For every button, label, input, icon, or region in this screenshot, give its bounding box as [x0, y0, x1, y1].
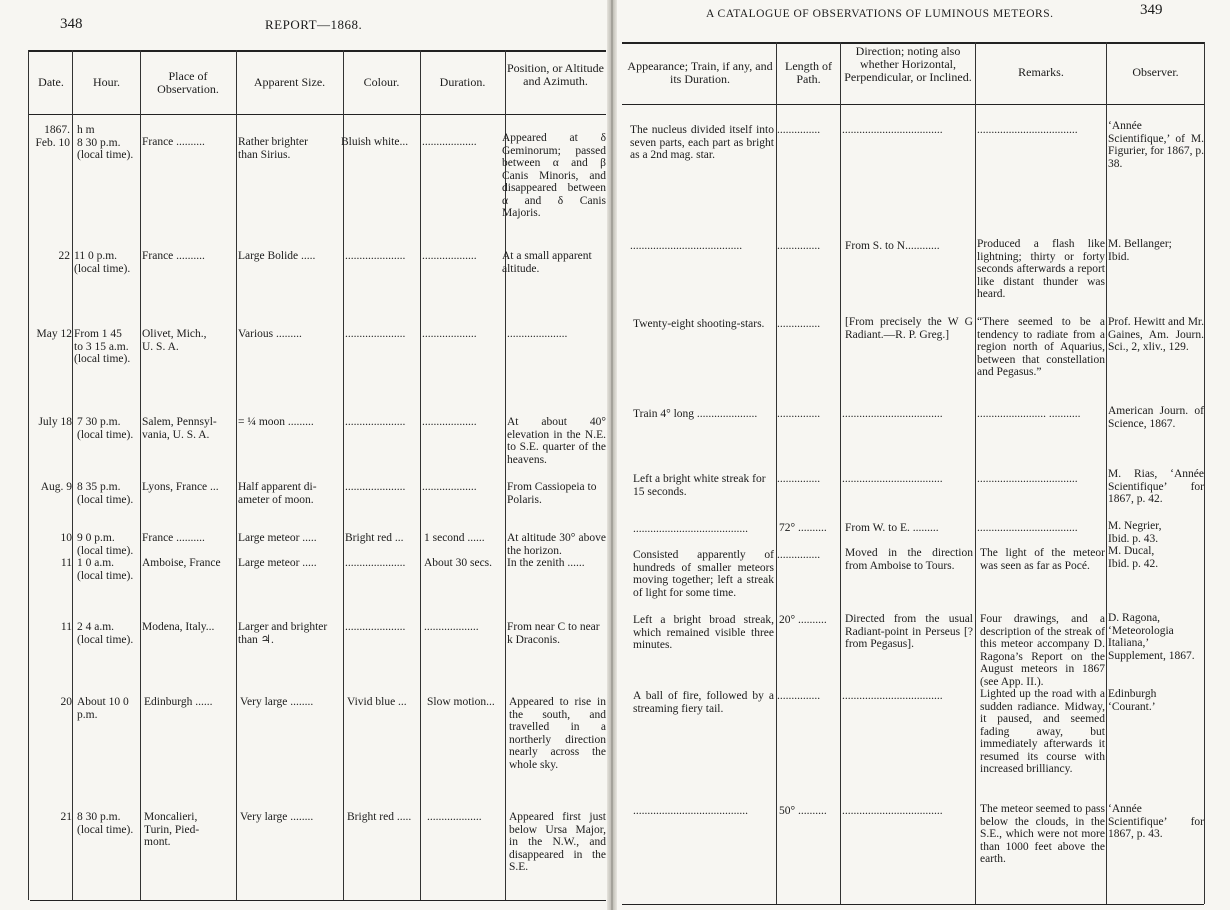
row-appearance: Left a bright broad streak, which remained visible three minutes.: [633, 614, 774, 651]
header-position: Position, or Altitude and Azimuth.: [507, 61, 605, 88]
row-duration: Slow motion...: [427, 696, 495, 708]
left-table-top-rule: [28, 50, 606, 52]
header-direction: Direction; noting also whether Horizontal, Perpendicular, or Inclined.: [844, 44, 972, 84]
book-gutter: [607, 0, 617, 910]
row-direction: From W. to E. .........: [845, 522, 939, 534]
row-length: ...............: [777, 549, 821, 561]
left-col-rule: [28, 50, 29, 900]
row-appearance: Left a bright white streak for 15 seconds.: [633, 473, 766, 498]
row-date: 11: [60, 621, 72, 633]
row-hour: About 10 0 p.m.: [77, 696, 129, 721]
row-remarks: ...................................: [977, 473, 1078, 485]
row-place: France ..........: [142, 532, 205, 544]
row-direction: ...................................: [842, 690, 943, 702]
row-place: France ..........: [142, 250, 205, 262]
row-direction: ...................................: [842, 408, 943, 420]
right-col-rule: [840, 42, 841, 904]
row-position: From Cassiopeia to Polaris.: [507, 481, 597, 506]
row-size: = ¼ moon .........: [238, 416, 314, 428]
row-colour: Bright red ...: [345, 532, 404, 544]
row-date: 11: [60, 557, 72, 569]
row-remarks: Four drawings, and a description of the streak of this meteor accompany D. Ragona’s Report on the August meteors in 1867 (see App. II.).: [980, 613, 1105, 688]
row-length: 72° ..........: [779, 522, 827, 534]
row-duration: About 30 secs.: [424, 557, 493, 569]
row-observer: M. Rias, ‘Année Scientifique’ for 1867, p. 42.: [1108, 468, 1204, 505]
row-position: Appeared to rise in the south, and travelled in a northerly direction nearly across the whole sky.: [509, 696, 606, 771]
row-hour: 2 4 a.m. (local time).: [77, 621, 134, 646]
row-observer: ‘Année Scientifique’ for 1867, p. 43.: [1108, 803, 1204, 840]
row-remarks: ........................ ...........: [977, 408, 1081, 420]
row-direction: [From precisely the W G Radiant.—R. P. Greg.]: [845, 316, 973, 341]
row-duration: ...................: [422, 328, 477, 340]
left-col-rule: [343, 50, 344, 900]
header-appearance: Appearance; Train, if any, and its Duration.: [627, 59, 773, 86]
row-length: ...............: [777, 318, 821, 330]
row-date: May 12: [36, 328, 72, 340]
right-running-head: A CATALOGUE OF OBSERVATIONS OF LUMINOUS METEORS.: [706, 8, 1054, 20]
row-size: Very large ........: [240, 696, 314, 708]
left-col-rule: [236, 50, 237, 900]
row-place: Olivet, Mich., U. S. A.: [142, 328, 207, 353]
header-remarks: Remarks.: [1018, 65, 1064, 79]
row-observer: Edinburgh ‘Courant.’: [1108, 688, 1157, 713]
row-hour: 8 30 p.m. (local time).: [77, 811, 134, 836]
row-hour: 11 0 p.m. (local time).: [74, 250, 131, 275]
row-position: From near C to near k Draconis.: [507, 621, 600, 646]
row-colour: Bright red .....: [347, 811, 412, 823]
row-place: Modena, Italy...: [142, 621, 215, 633]
header-hour: Hour.: [93, 75, 120, 89]
row-date: July 18: [38, 416, 72, 428]
right-col-rule: [1204, 42, 1205, 904]
row-date: 20: [60, 696, 72, 708]
row-size: Half apparent di- ameter of moon.: [238, 481, 317, 506]
header-date: Date.: [38, 75, 64, 89]
right-header-rule: [622, 104, 1204, 105]
row-observer: Prof. Hewitt and Mr. Gaines, Am. Journ. Sci., 2, xliv., 129.: [1108, 316, 1204, 353]
row-remarks: “There seemed to be a tendency to radiate from a region north of Aquarius, between that constellation and Pegasus.”: [977, 316, 1105, 378]
row-observer: ‘Année Scientifique,’ of M. Figurier, for 1867, p. 38.: [1108, 120, 1204, 170]
row-date: 21: [60, 811, 72, 823]
row-position: Appeared at δ Geminorum; passed between α and β Canis Minoris, and disappeared between α and δ Canis Majoris.: [502, 132, 606, 219]
row-observer: M. Ducal, Ibid. p. 42.: [1108, 545, 1159, 570]
row-place: Moncalieri, Turin, Pied- mont.: [144, 811, 200, 848]
left-page-number: 348: [60, 16, 83, 32]
left-running-head: REPORT—1868.: [265, 17, 363, 32]
row-hour: 1 0 a.m. (local time).: [77, 557, 134, 582]
right-page-number: 349: [1140, 2, 1163, 18]
row-length: ...............: [777, 473, 821, 485]
row-length: ...............: [777, 124, 821, 136]
row-remarks: ...................................: [977, 522, 1078, 534]
row-duration: ...................: [427, 811, 482, 823]
row-duration: ...................: [422, 250, 477, 262]
row-size: Various .........: [238, 328, 302, 340]
row-duration: ...................: [422, 481, 477, 493]
row-position: At about 40° elevation in the N.E. to S.E. quarter of the heavens.: [507, 416, 606, 466]
row-duration: 1 second ......: [424, 532, 485, 544]
left-col-rule: [72, 50, 73, 900]
row-appearance: .......................................: [630, 240, 743, 252]
row-direction: ...................................: [842, 473, 943, 485]
row-hour: 8 35 p.m. (local time).: [77, 481, 134, 506]
row-remarks: The light of the meteor was seen as far as Pocé.: [980, 547, 1105, 572]
row-hour: 7 30 p.m. (local time).: [77, 416, 134, 441]
row-length: 50° ..........: [779, 805, 827, 817]
row-appearance: Consisted apparently of hundreds of smaller meteors moving together; left a streak of light for some time.: [633, 549, 774, 599]
row-hour: h m 8 30 p.m. (local time).: [77, 124, 134, 161]
row-colour: Bluish white...: [341, 136, 409, 148]
row-colour: Vivid blue ...: [347, 696, 407, 708]
row-observer: D. Ragona, ‘Meteorologia Italiana,’ Supplement, 1867.: [1108, 612, 1195, 662]
row-duration: ...................: [422, 416, 477, 428]
row-position: At altitude 30° above the horizon.: [507, 532, 606, 557]
right-col-rule: [975, 42, 976, 904]
left-col-rule: [140, 50, 141, 900]
left-bottom-rule: [30, 900, 606, 901]
header-size: Apparent Size.: [253, 75, 326, 89]
row-appearance: The nucleus divided itself into seven parts, each part as bright as a 2nd mag. star.: [630, 124, 774, 161]
row-position: .....................: [507, 328, 568, 340]
row-size: Larger and brighter than ♃.: [238, 621, 328, 646]
row-place: Amboise, France: [142, 557, 221, 569]
row-observer: M. Bellanger; Ibid.: [1108, 238, 1172, 263]
row-direction: Moved in the direction from Amboise to Tours.: [845, 547, 973, 572]
header-observer: Observer.: [1132, 65, 1179, 79]
row-position: Appeared first just below Ursa Major, in the N.W., and disappeared in the S.E.: [509, 811, 606, 873]
header-length: Length of Path.: [785, 59, 832, 86]
row-date: 22: [58, 250, 70, 262]
row-hour: 9 0 p.m. (local time).: [77, 532, 134, 557]
header-duration: Duration.: [439, 75, 486, 89]
right-col-rule: [1106, 42, 1107, 904]
header-place: Place of Observation.: [157, 69, 219, 96]
row-place: Lyons, France ...: [142, 481, 219, 493]
row-length: ...............: [777, 408, 821, 420]
row-hour: From 1 45 to 3 15 a.m. (local time).: [74, 328, 131, 365]
row-colour: .....................: [345, 250, 406, 262]
row-size: Very large ........: [240, 811, 314, 823]
row-place: Salem, Pennsyl- vania, U. S. A.: [142, 416, 217, 441]
row-appearance: ........................................: [633, 805, 748, 817]
row-remarks: Produced a flash like lightning; thirty or forty seconds afterwards a report like distant thunder was heard.: [977, 238, 1105, 300]
row-appearance: ........................................: [633, 523, 748, 535]
left-header-rule: [28, 114, 606, 115]
row-direction: ...................................: [842, 124, 943, 136]
row-size: Large meteor .....: [238, 557, 317, 569]
row-direction: ...................................: [842, 805, 943, 817]
row-size: Large Bolide .....: [238, 250, 316, 262]
left-col-rule: [420, 50, 421, 900]
row-place: Edinburgh ......: [144, 696, 213, 708]
row-duration: ...................: [424, 621, 479, 633]
row-colour: .....................: [345, 557, 406, 569]
row-remarks: Lighted up the road with a sudden radiance. Midway, it paused, and seemed fading away, but immediately afterwards it resumed its course with increased brilliancy.: [980, 688, 1105, 775]
row-date: 10: [60, 532, 72, 544]
row-place: France ..........: [142, 136, 205, 148]
row-colour: .....................: [345, 621, 406, 633]
row-remarks: ...................................: [977, 124, 1078, 136]
row-length: ...............: [777, 690, 821, 702]
row-position: In the zenith ......: [507, 557, 585, 569]
row-appearance: A ball of fire, followed by a streaming fiery tail.: [633, 690, 774, 715]
row-colour: .....................: [345, 481, 406, 493]
row-colour: .....................: [345, 328, 406, 340]
row-size: Large meteor .....: [238, 532, 317, 544]
row-appearance: Twenty-eight shooting-stars.: [633, 318, 765, 330]
row-duration: ...................: [422, 136, 477, 148]
row-length: ...............: [777, 240, 821, 252]
row-colour: .....................: [345, 416, 406, 428]
row-direction: From S. to N............: [845, 240, 940, 252]
row-date: Aug. 9: [40, 481, 72, 493]
row-direction: Directed from the usual Radiant-point in Perseus [? from Pegasus].: [845, 613, 973, 650]
row-position: At a small apparent altitude.: [502, 250, 592, 275]
row-remarks: The meteor seemed to pass below the clouds, in the S.E., which were not more than 1000 feet above the earth.: [980, 803, 1105, 865]
row-date: 1867. Feb. 10: [35, 124, 70, 149]
right-bottom-rule: [622, 904, 1204, 905]
row-observer: American Journ. of Science, 1867.: [1108, 405, 1204, 430]
row-length: 20° ..........: [779, 614, 827, 626]
row-appearance: Train 4° long .....................: [633, 408, 758, 420]
row-observer: M. Negrier, Ibid. p. 43.: [1108, 520, 1162, 545]
row-size: Rather brighter than Sirius.: [238, 136, 308, 161]
header-colour: Colour.: [363, 75, 400, 89]
